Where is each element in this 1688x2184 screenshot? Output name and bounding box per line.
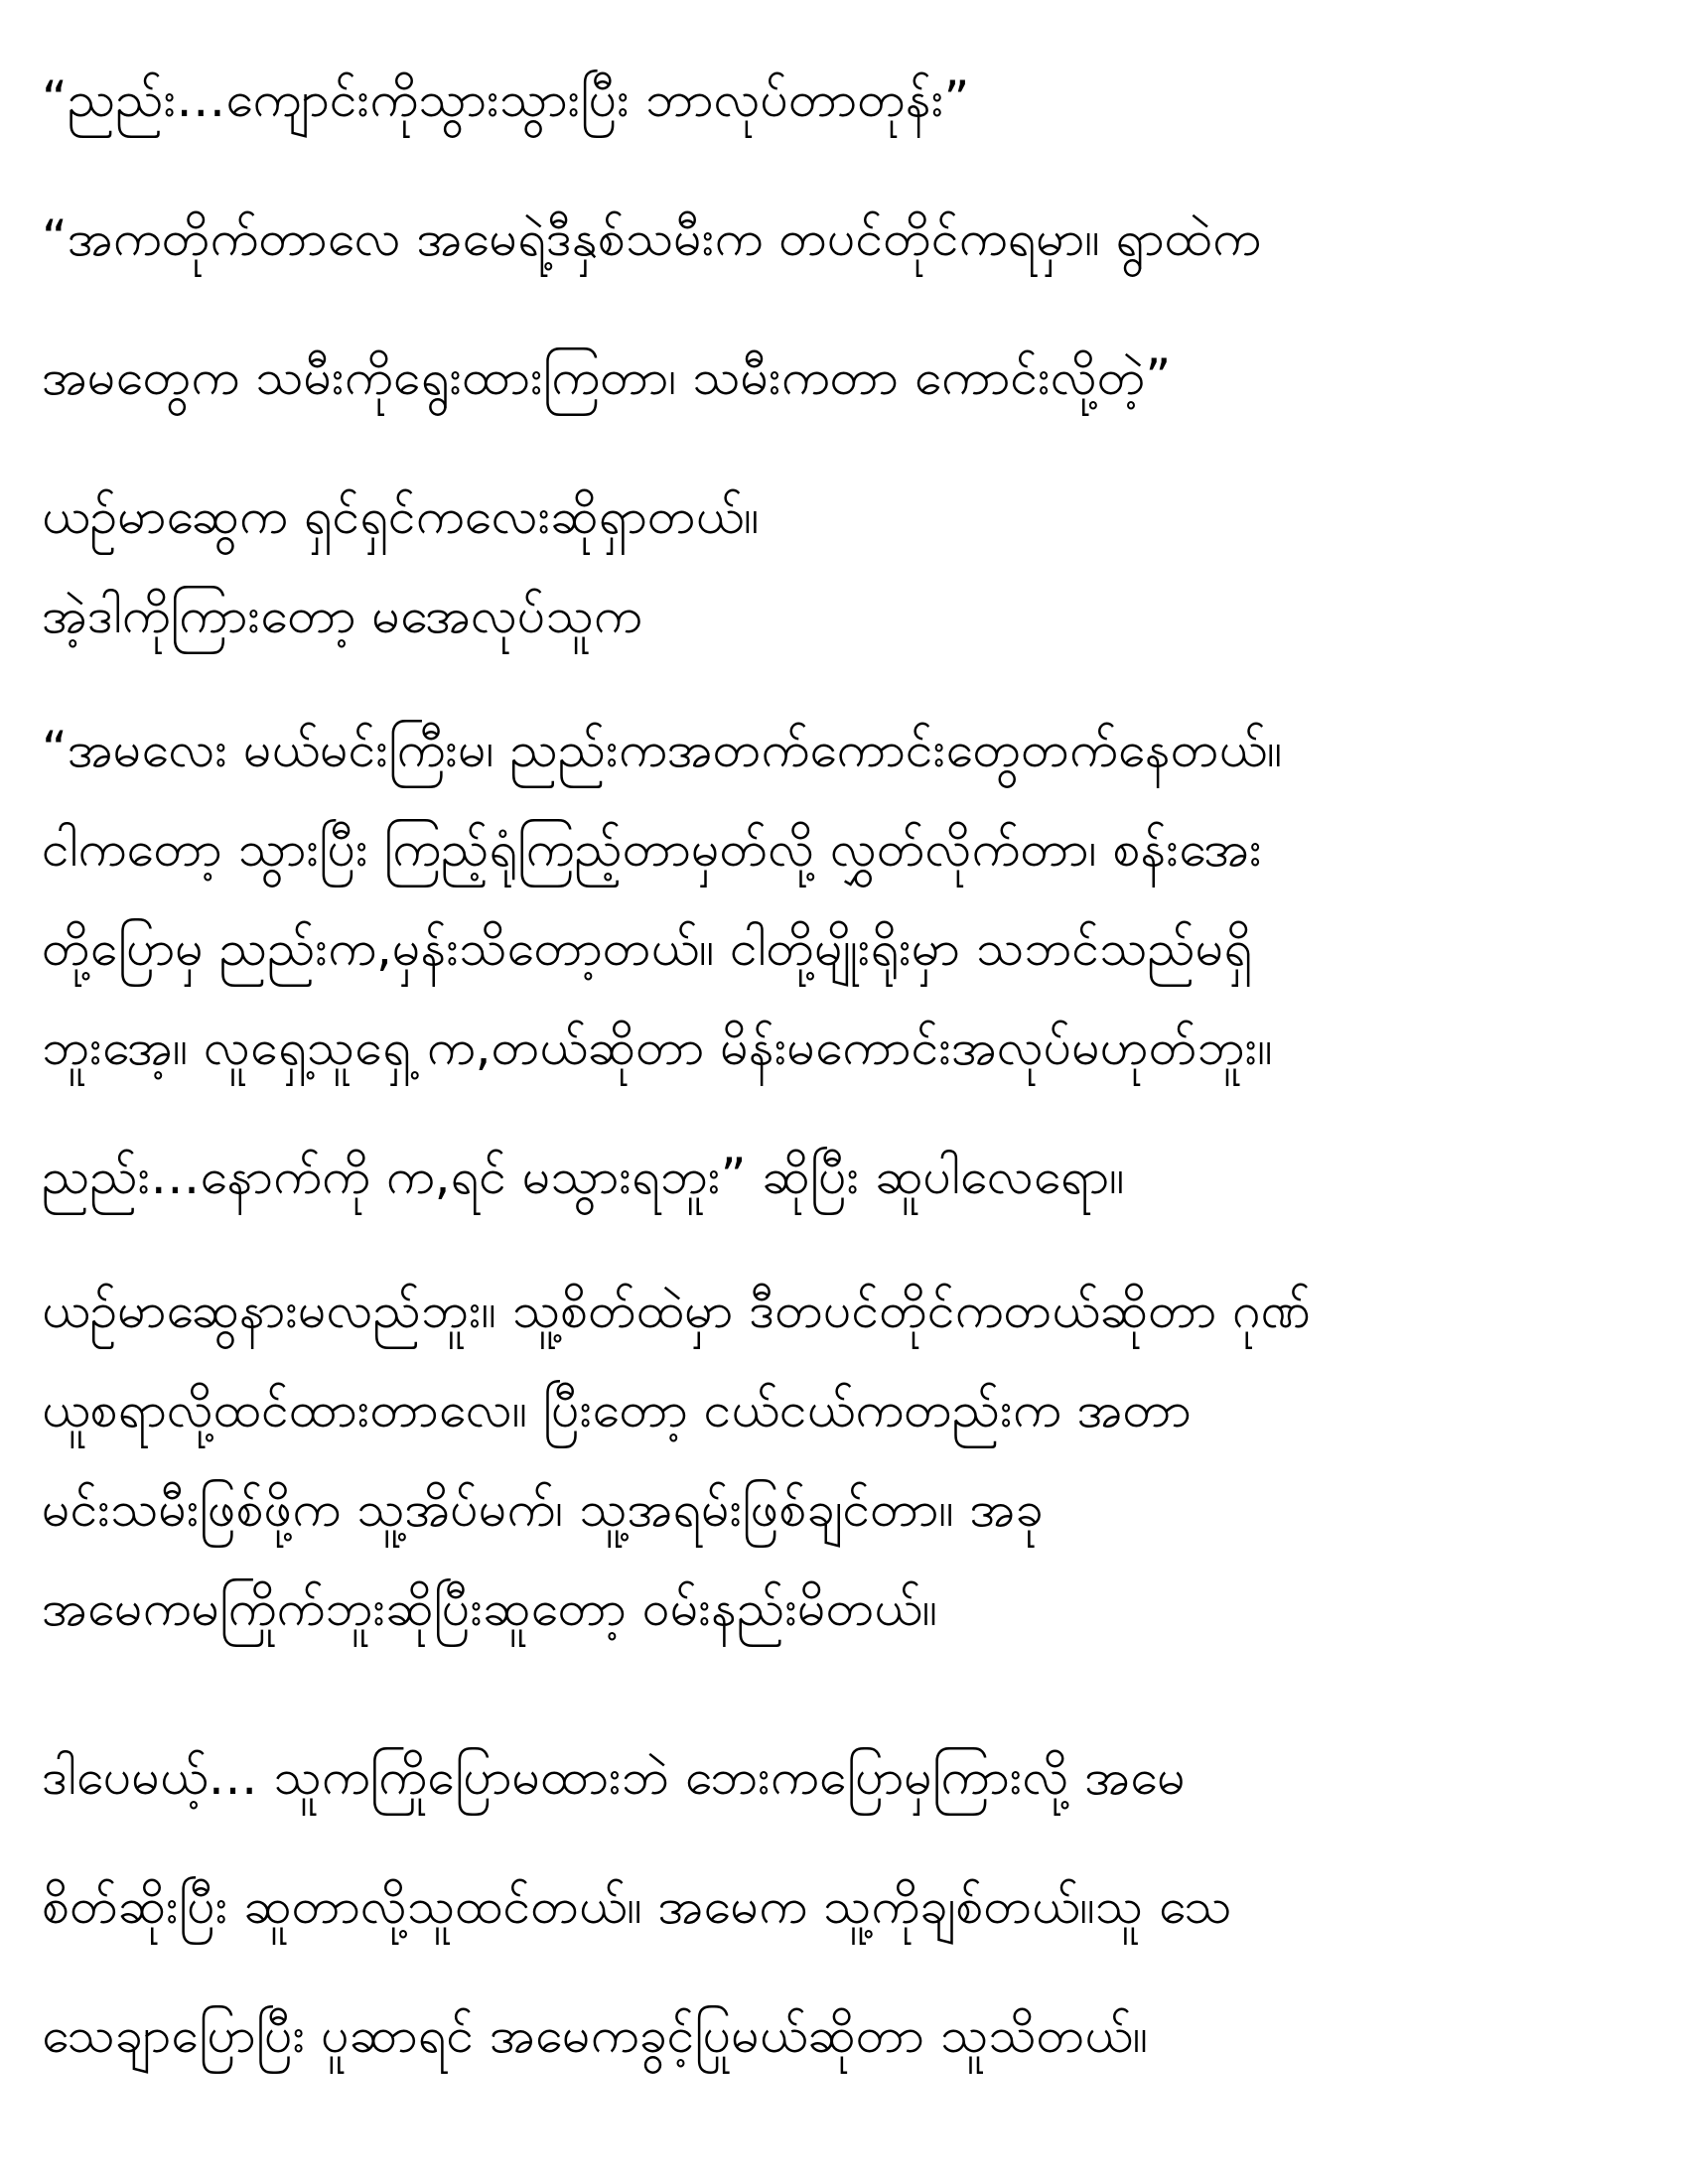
text-line: “အမလေး မယ်မင်းကြီးမ၊ ညည်းကအတက်ကောင်းတွေတက်နေတယ်။	[42, 721, 1283, 778]
text-line: “အကတိုက်တာလေ အမေရဲ့ဒီနှစ်သမီးက တပင်တိုင်ကရမှာ။ ရွာထဲက	[42, 209, 1261, 267]
text-line: အဲ့ဒါကိုကြားတော့ မအေလုပ်သူက	[42, 587, 642, 644]
text-line: ယဉ်မာဆွေနားမလည်ဘူး။ သူ့စိတ်ထဲမှာ ဒီတပင်တိုင်ကတယ်ဆိုတာ ဂုဏ်	[42, 1282, 1312, 1339]
text-line: ငါကတော့ သွားပြီး ကြည့်ရုံကြည့်တာမှတ်လို့ လွှတ်လိုက်တာ၊ စန်းအေး	[42, 820, 1262, 878]
text-line: ယူစရာလို့ထင်ထားတာလေ။ ပြီးတော့ ငယ်ငယ်ကတည်းက အတာ	[42, 1381, 1192, 1438]
text-line: “ညည်း…ကျောင်းကိုသွားသွားပြီး ဘာလုပ်တာတုန်း”	[42, 70, 970, 128]
text-line: ဘူးအေ့။ လူရှေ့သူရှေ့ က,တယ်ဆိုတာ မိန်းမကောင်းအလုပ်မဟုတ်ဘူး။	[42, 1019, 1273, 1076]
text-line: အမေကမကြိုက်ဘူးဆိုပြီးဆူတော့ ဝမ်းနည်းမိတယ်။	[42, 1579, 937, 1637]
text-line: ဒါပေမယ့်… သူကကြိုပြောမထားဘဲ ဘေးကပြောမှကြားလို့ အမေ	[42, 1748, 1186, 1806]
text-line: အမတွေက သမီးကိုရွေးထားကြတာ၊ သမီးကတာ ကောင်းလို့တဲ့”	[42, 348, 1172, 406]
text-line: ညည်း…နောက်ကို က,ရင် မသွားရဘူး” ဆိုပြီး ဆူပါလေရော။	[42, 1148, 1125, 1205]
text-line: မင်းသမီးဖြစ်ဖို့က သူ့အိပ်မက်၊ သူ့အရမ်းဖြစ်ချင်တာ။ အခု	[42, 1480, 1044, 1538]
text-line: တို့ပြောမှ ညည်းက,မှန်းသိတော့တယ်။ ငါတို့မျိုးရိုးမှာ သဘင်သည်မရှိ	[42, 919, 1253, 977]
text-line: သေချာပြောပြီး ပူဆာရင် အမေကခွင့်ပြုမယ်ဆိုတာ သူသိတယ်။	[42, 2006, 1148, 2064]
text-line: ယဉ်မာဆွေက ရှင်ရှင်ကလေးဆိုရှာတယ်။	[42, 487, 760, 545]
text-line: စိတ်ဆိုးပြီး ဆူတာလို့သူထင်တယ်။ အမေက သူ့ကိုချစ်တယ်။သူ သေ	[42, 1877, 1232, 1935]
